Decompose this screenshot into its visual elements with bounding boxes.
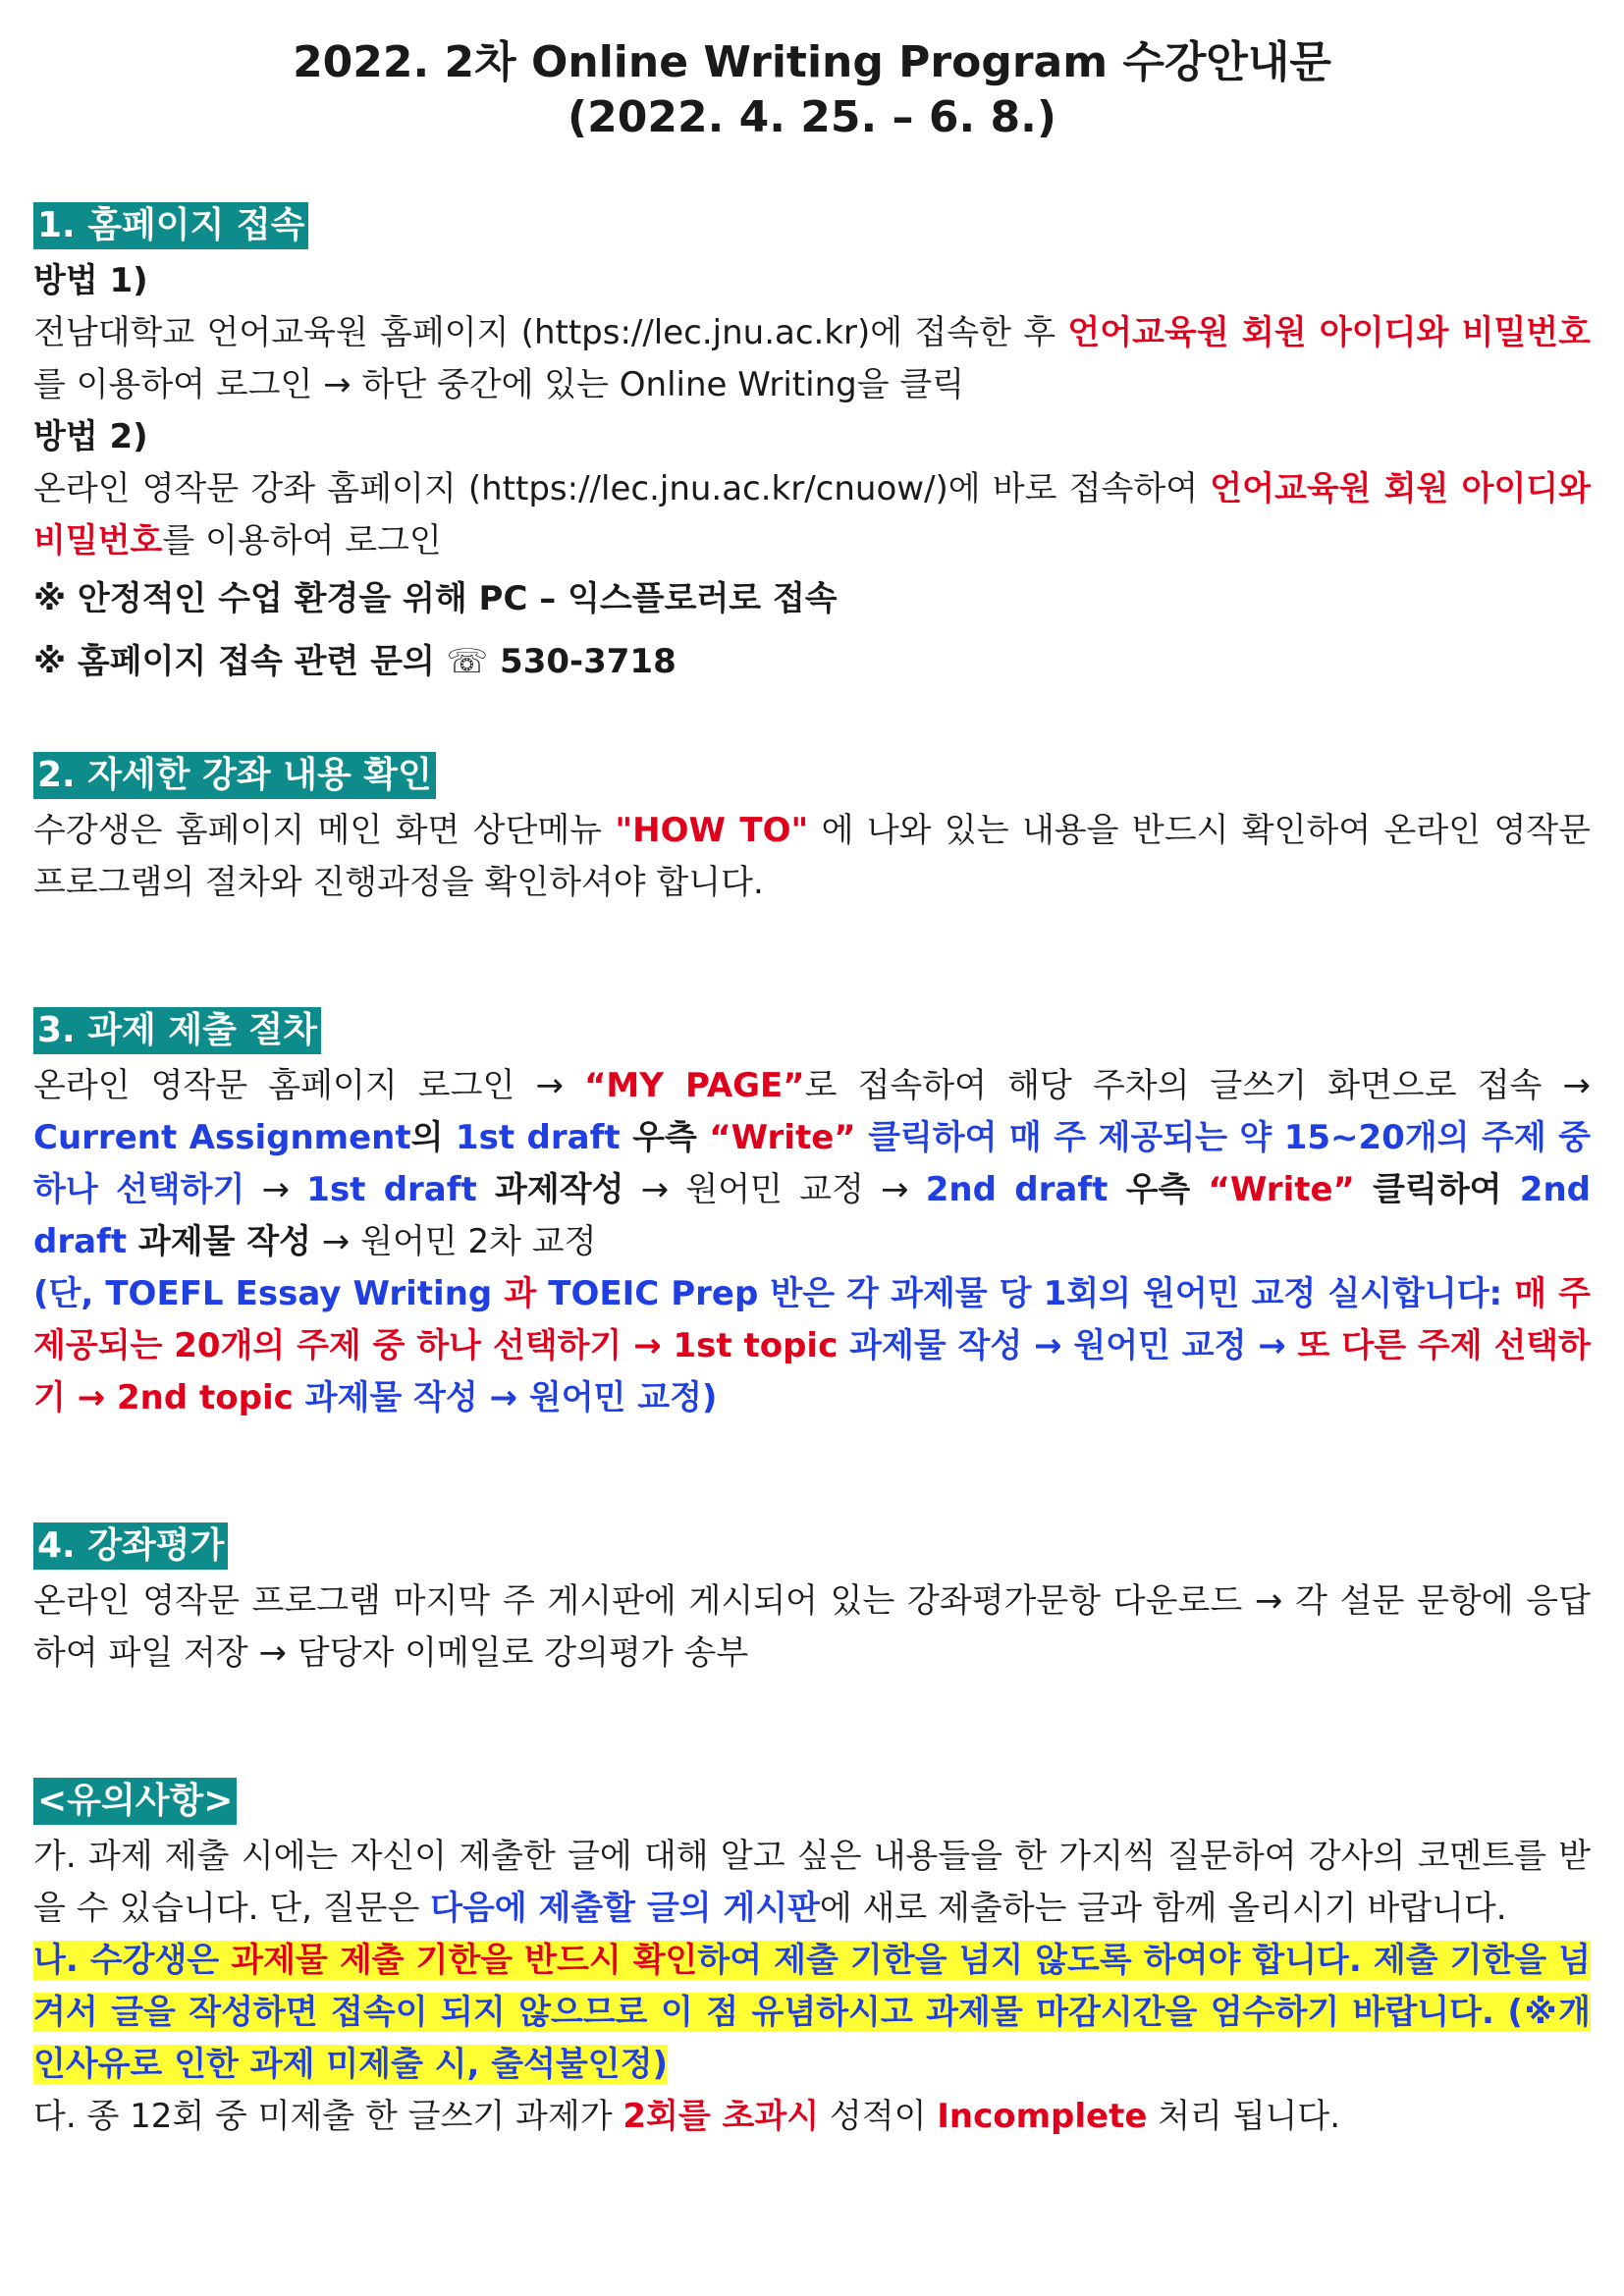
s3-u2: 과	[504, 1274, 537, 1313]
s3-u1: (단, TOEFL Essay Writing	[33, 1274, 505, 1313]
method-2-part-c: 를 이용하여 로그인	[162, 521, 442, 561]
section-submission-procedure	[33, 1007, 1591, 1424]
notice-ga-board: 다음에 제출할 글의 게시판	[430, 1889, 820, 1928]
s3-current-assignment: Current Assignment	[33, 1118, 411, 1157]
method-1-part-c: 를 이용하여 로그인 → 하단 중간에 있는 Online Writing을 클릭	[33, 365, 965, 404]
s3-u3: TOEIC Prep 반은 각 과제물 당 1회의 원어민 교정 실시합니다:	[536, 1274, 1515, 1313]
s2-part-c: 에 나와 있는 내용을 반드시 확인하여 온라인 영작문 프로그램의 절차와 진행과정을 확인하셔야 합니다.	[33, 811, 1591, 902]
s3-t1: 온라인 영작문 홈페이지 로그인 →	[33, 1066, 585, 1105]
method-1-credentials: 언어교육원 회원 아이디와 비밀번호	[1067, 313, 1591, 352]
notice-ga	[33, 1831, 1591, 1935]
note-browser: ※ 안정적인 수업 환경을 위해 PC – 익스플로러로 접속	[33, 579, 838, 618]
section-3-heading: 3. 과제 제출 절차	[33, 1007, 321, 1054]
s3-1st-topic: 1st topic	[673, 1326, 839, 1365]
section-course-evaluation	[33, 1522, 1591, 1680]
s3-t5: 의	[410, 1118, 456, 1157]
s3-u6: 과제물 작성 → 원어민 교정 →	[838, 1326, 1298, 1365]
s3-t9: 클릭하여 매 주 제공되는 약 15~20개의 주제 중 하나 선택하기	[33, 1118, 1591, 1209]
notice-ga-a: 가. 과제 제출 시에는 자신이 제출한 글에 대해 알고 싶은 내용들을 한 가지씩 질문하여 강사의 코멘트를 받을 수 있습니다. 단, 질문은	[33, 1837, 1591, 1928]
s3-2nd-draft-2: 2nd draft	[33, 1170, 1591, 1261]
section-3-exception	[33, 1268, 1591, 1424]
title-line-1: 2022. 2차 Online Writing Program 수강안내문	[293, 37, 1331, 87]
s3-write-2: “Write”	[1208, 1170, 1355, 1209]
s3-t12: 과제작성	[476, 1170, 624, 1209]
s3-1st-draft: 1st draft	[455, 1118, 621, 1157]
title-line-2: (2022. 4. 25. – 6. 8.)	[568, 92, 1056, 142]
method-2-label: 방법 2)	[33, 417, 148, 456]
notice-da-exceed: 2회를 초과시	[623, 2097, 820, 2136]
s3-mypage: “MY PAGE”	[584, 1066, 805, 1105]
s2-howto: "HOW TO"	[615, 811, 809, 850]
section-4-text: 온라인 영작문 프로그램 마지막 주 게시판에 게시되어 있는 강좌평가문항 다운로드 → 각 설문 문항에 응답하여 파일 저장 → 담당자 이메일로 강의평가 송부	[33, 1581, 1591, 1673]
notice-da-c: 성적이	[819, 2097, 938, 2136]
s3-2nd-topic: 2nd topic	[117, 1378, 294, 1417]
s3-t19: 과제물 작성	[127, 1222, 311, 1261]
s3-u9: 과제물 작성 → 원어민 교정)	[293, 1378, 718, 1417]
section-4-heading: 4. 강좌평가	[33, 1522, 228, 1570]
notice-na-c: 하여 제출 기한을 넘지 않도록 하여야 합니다. 제출 기한을 넘겨서 글을 작성하면 접속이 되지 않으므로 이 점 유념하시고 과제물 마감시간을 엄수하기 바랍니다. (※개인사유로 인한 과제 미제출 시, 출석불인정)	[33, 1941, 1592, 2084]
notice-na-a: 나. 수강생은	[33, 1941, 232, 1980]
notice-da-a: 다. 종 12회 중 미제출 한 글쓰기 과제가	[33, 2097, 623, 2136]
notice-na	[33, 1935, 1591, 2091]
s3-1st-draft-2: 1st draft	[306, 1170, 477, 1209]
method-2-text	[33, 463, 1591, 567]
method-2-credentials: 언어교육원 회원 아이디와 비밀번호	[33, 469, 1591, 561]
document-title	[33, 35, 1591, 145]
notice-ga-c: 에 새로 제출하는 글과 함께 올리시기 바랍니다.	[819, 1889, 1507, 1928]
document-page	[33, 35, 1591, 2143]
s3-t17: 클릭하여	[1354, 1170, 1520, 1209]
section-1-heading: 1. 홈페이지 접속	[33, 202, 308, 249]
s3-u4: 매 주 제공되는 20개의 주제 중 하나 선택하기 →	[33, 1274, 1591, 1365]
section-notices	[33, 1778, 1591, 2143]
method-1-text	[33, 307, 1591, 411]
notice-da-incomplete: Incomplete	[937, 2097, 1148, 2136]
section-homepage-access	[33, 202, 1591, 693]
s3-t10: →	[244, 1170, 307, 1209]
s3-t13: → 원어민 교정 →	[623, 1170, 926, 1209]
s3-t3: 로 접속하여 해당 주차의 글쓰기 화면으로 접속 →	[804, 1066, 1591, 1105]
s2-part-a: 수강생은 홈페이지 메인 화면 상단메뉴	[33, 811, 616, 850]
method-1-part-a: 전남대학교 언어교육원 홈페이지 (https://lec.jnu.ac.kr)에 접속한 후	[33, 313, 1068, 352]
method-2-part-a: 온라인 영작문 강좌 홈페이지 (https://lec.jnu.ac.kr/cnuow/)에 바로 접속하여	[33, 469, 1211, 508]
s3-t7: 우측	[620, 1118, 710, 1157]
notices-heading: <유의사항>	[33, 1778, 237, 1825]
s3-t15: 우측	[1108, 1170, 1209, 1209]
s3-write-1: “Write”	[709, 1118, 856, 1157]
s3-t20: → 원어민 2차 교정	[311, 1222, 597, 1261]
s3-2nd-draft: 2nd draft	[925, 1170, 1109, 1209]
s3-u7: 또 다른 주제 선택하기 →	[33, 1326, 1591, 1417]
method-1-label: 방법 1)	[33, 261, 148, 300]
notice-da	[33, 2091, 1591, 2143]
notice-na-deadline: 과제물 제출 기한을 반드시 확인	[231, 1941, 698, 1980]
section-2-heading: 2. 자세한 강좌 내용 확인	[33, 752, 436, 799]
section-course-details	[33, 752, 1591, 909]
notice-da-e: 처리 됩니다.	[1147, 2097, 1341, 2136]
section-3-procedure	[33, 1060, 1591, 1268]
note-contact: ※ 홈페이지 접속 관련 문의 ☏ 530-3718	[33, 642, 677, 681]
section-2-text	[33, 805, 1591, 909]
